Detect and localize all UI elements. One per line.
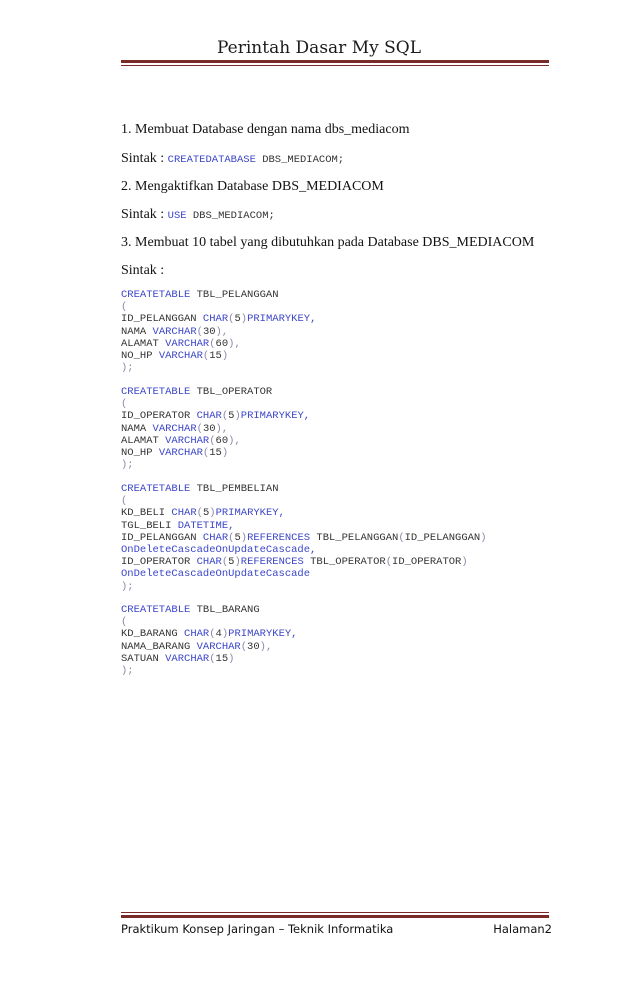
code-token: PRIMARYKEY,: [247, 313, 317, 326]
code-line: [121, 459, 310, 471]
code-token: (: [398, 531, 405, 544]
code-token: 60: [215, 434, 229, 447]
code-line: [121, 338, 316, 350]
code-token: CHAR: [184, 628, 210, 641]
code-token: (: [196, 507, 203, 520]
code-token: ID_OPERATOR: [121, 410, 197, 423]
header-rule-thick: [121, 60, 549, 63]
code-token: );: [121, 362, 134, 375]
code-token: (: [202, 446, 210, 459]
code-block-tbl-operator: [121, 386, 310, 471]
code-token: 5: [234, 313, 241, 326]
code-line: [121, 507, 487, 519]
code-token: (: [121, 398, 128, 411]
code-token: (: [228, 313, 235, 326]
code-line: [121, 495, 487, 507]
code-token: TBL_BARANG: [190, 604, 260, 616]
code-line: [121, 423, 310, 435]
code-token: NAMA: [121, 325, 153, 338]
code-token: 4: [215, 628, 222, 641]
inline-code: [168, 154, 344, 166]
code-token: (: [209, 434, 216, 447]
code-token: CREATETABLE: [121, 386, 191, 398]
code-token: CREATETABLE: [121, 483, 191, 495]
code-token: REFERENCES: [247, 531, 311, 544]
code-line: [121, 301, 316, 313]
code-token: 30: [247, 640, 260, 653]
code-line: [121, 532, 487, 544]
code-line: [121, 362, 316, 374]
footer-rule-thick: [121, 915, 549, 918]
code-token: VARCHAR: [165, 434, 210, 447]
inline-code: [168, 210, 275, 222]
code-token: TBL_OPERATOR: [303, 556, 386, 569]
code-token: TGL_BELI: [121, 519, 178, 532]
code-token: (: [202, 349, 210, 362]
code-token: VARCHAR: [196, 640, 241, 653]
code-line: [121, 447, 310, 459]
code-token: PRIMARYKEY,: [215, 507, 285, 520]
code-line: [121, 326, 316, 338]
code-line: [121, 435, 310, 447]
code-token: 5: [228, 410, 235, 423]
page-header-title: Perintah Dasar My SQL: [216, 38, 421, 58]
code-token: (: [240, 640, 248, 653]
code-token: CHAR: [196, 556, 222, 569]
code-token: (: [221, 556, 229, 569]
code-token: CHAR: [196, 410, 222, 423]
code-token: ALAMAT: [121, 434, 166, 447]
code-token: 15: [209, 349, 222, 362]
code-token: NO_HP: [121, 349, 159, 362]
step-1-heading: 1. Membuat Database dengan nama dbs_mediacom: [121, 122, 410, 137]
step-2-heading: 2. Mengaktifkan Database DBS_MEDIACOM: [121, 179, 384, 194]
step-3-heading: 3. Membuat 10 tabel yang dibutuhkan pada Database DBS_MEDIACOM: [121, 235, 535, 250]
code-token: ),: [259, 640, 273, 653]
code-token: (: [196, 422, 203, 435]
code-token: (: [196, 325, 203, 338]
code-token: VARCHAR: [158, 349, 203, 362]
code-token: (: [385, 556, 393, 569]
code-line: [121, 398, 310, 410]
code-token: TBL_PEMBELIAN: [190, 483, 279, 495]
code-token: ): [221, 446, 229, 459]
code-block-tbl-pelanggan: [121, 289, 316, 374]
code-token: NAMA_BARANG: [121, 640, 197, 653]
code-token: 5: [228, 556, 235, 569]
code-token: ),: [228, 434, 241, 447]
code-token: ALAMAT: [121, 337, 166, 350]
footer-page-number: Halaman2: [493, 922, 552, 936]
code-block-tbl-pembelian: [121, 483, 487, 593]
code-token: CREATETABLE: [121, 289, 191, 301]
code-token: ): [234, 410, 241, 423]
code-token: (: [228, 531, 235, 544]
code-token: TBL_PELANGGAN: [310, 531, 399, 544]
code-token: REFERENCES: [240, 556, 304, 569]
code-token: ID_PELANGGAN: [404, 531, 481, 544]
code-token: VARCHAR: [165, 652, 210, 665]
code-line: [121, 665, 297, 677]
code-token: ID_OPERATOR: [121, 556, 197, 569]
code-token: 30: [202, 422, 216, 435]
code-token: OnDeleteCascadeOnUpdateCascade: [121, 568, 311, 581]
code-token: NAMA: [121, 422, 153, 435]
step-1-syntax: [121, 151, 344, 167]
code-token: (: [221, 410, 229, 423]
code-token: CREATEDATABASE: [167, 154, 256, 166]
code-token: VARCHAR: [158, 446, 203, 459]
code-token: ID_PELANGGAN: [121, 531, 203, 544]
syntax-label: Sintak :: [121, 151, 168, 166]
code-token: ),: [228, 337, 241, 350]
code-token: VARCHAR: [152, 422, 197, 435]
code-line: [121, 641, 297, 653]
code-token: ),: [215, 325, 229, 338]
code-line: [121, 616, 297, 628]
code-line: [121, 520, 487, 532]
code-token: (: [121, 495, 128, 508]
code-token: ): [480, 531, 487, 544]
code-token: TBL_PELANGGAN: [190, 289, 279, 301]
step-2-syntax: [121, 207, 275, 223]
code-token: (: [121, 301, 128, 314]
code-token: 30: [202, 325, 216, 338]
code-token: ): [234, 556, 241, 569]
code-token: PRIMARYKEY,: [228, 628, 298, 641]
code-line: [121, 604, 297, 616]
code-line: [121, 289, 316, 301]
code-line: [121, 568, 487, 580]
code-token: 5: [234, 531, 241, 544]
code-token: ID_OPERATOR: [392, 556, 462, 569]
code-token: SATUAN: [121, 652, 166, 665]
code-line: [121, 483, 487, 495]
code-token: (: [209, 628, 216, 641]
code-line: [121, 581, 487, 593]
code-token: (: [121, 616, 128, 629]
code-line: [121, 653, 297, 665]
code-line: [121, 556, 487, 568]
code-line: [121, 313, 316, 325]
code-token: DBS_MEDIACOM;: [255, 154, 345, 166]
code-line: [121, 628, 297, 640]
footer-course-title: Praktikum Konsep Jaringan – Teknik Informatika: [121, 922, 394, 936]
code-token: NO_HP: [121, 446, 159, 459]
header-rule-thin: [121, 65, 549, 66]
code-token: VARCHAR: [152, 325, 197, 338]
code-token: );: [121, 459, 134, 472]
code-token: ): [461, 556, 468, 569]
syntax-label: Sintak :: [121, 207, 168, 222]
code-line: [121, 386, 310, 398]
code-token: ),: [215, 422, 229, 435]
code-line: [121, 350, 316, 362]
code-token: VARCHAR: [165, 337, 210, 350]
code-token: 60: [215, 337, 229, 350]
code-token: DATETIME,: [177, 519, 235, 532]
code-token: CHAR: [202, 531, 229, 544]
code-token: CHAR: [202, 313, 229, 326]
code-token: OnDeleteCascadeOnUpdateCascade,: [121, 543, 317, 556]
code-token: KD_BELI: [121, 507, 172, 520]
code-token: 15: [215, 652, 229, 665]
code-token: ): [240, 313, 248, 326]
code-line: [121, 544, 487, 556]
code-token: );: [121, 580, 134, 593]
code-block-tbl-barang: [121, 604, 297, 677]
code-token: PRIMARYKEY,: [240, 410, 311, 423]
code-token: 15: [209, 446, 222, 459]
code-token: ): [209, 507, 216, 520]
code-token: ): [221, 349, 229, 362]
code-line: [121, 410, 310, 422]
code-token: CHAR: [171, 507, 197, 520]
code-token: CREATETABLE: [121, 604, 191, 616]
code-token: TBL_OPERATOR: [190, 386, 273, 398]
code-token: ): [221, 628, 229, 641]
step-3-syntax-label: Sintak :: [121, 263, 165, 278]
code-token: ID_PELANGGAN: [121, 313, 203, 326]
code-token: ): [228, 652, 235, 665]
code-token: USE: [167, 210, 187, 222]
code-token: (: [209, 337, 216, 350]
code-token: DBS_MEDIACOM;: [186, 210, 275, 222]
code-token: (: [209, 652, 216, 665]
code-token: ): [240, 531, 248, 544]
footer-rule-thin: [121, 912, 549, 913]
code-token: KD_BARANG: [121, 628, 185, 641]
code-token: );: [121, 664, 134, 677]
code-token: 5: [202, 507, 210, 520]
